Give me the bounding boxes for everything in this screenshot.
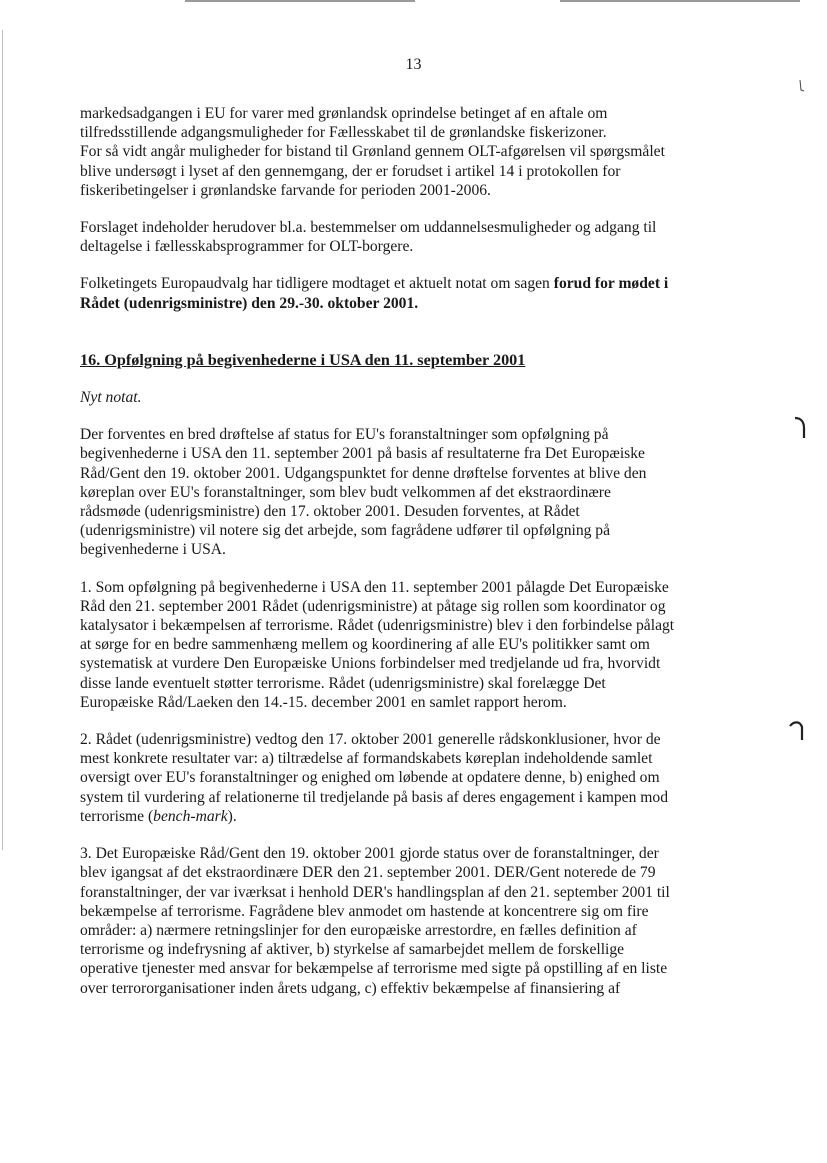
scan-mark-bracket-lower (788, 718, 806, 744)
paragraph-point-2: 2. Rådet (udenrigsministre) vedtog den 17. oktober 2001 generelle rådskonklusioner, hvor de mest konkrete resultater var: a) tiltrædelse af formandskabets køreplan indeholdende samlet oversigt over EU's foranstaltninger og enighed om løbende at opdatere denne, b) enighed om system til vurdering af relationerne til tredjelande på basis af deres engagement i kampen mod terrorisme (bench-mark). (80, 731, 669, 825)
paragraph-proposal: Forslaget indeholder herudover bl.a. bestemmelser om uddannelsesmuligheder og adgang til deltagelse i fællesskabsprogrammer for OLT-borgere. (80, 219, 657, 256)
paragraph-intro: Der forventes en bred drøftelse af status for EU's foranstaltninger som opfølgning på begivenhederne i USA den 11. september 2001 på basis af resultaterne fra Det Europæiske Råd/Gent den 19. oktober 2001. Udgangspunktet for denne drøftelse forventes at blive den køreplan over EU's foranstaltninger, som blev budt velkommen af det ekstraordinære rådsmøde (udenrigsministre) den 17. oktober 2001. Desuden forventes, at Rådet (udenrigsministre) vil notere sig det arbejde, som fagrådene udfører til opfølgning på begivenhederne i USA. (80, 426, 647, 559)
page-number: 13 (405, 56, 422, 73)
scan-edge-line-right (560, 0, 800, 2)
document-body (80, 104, 755, 998)
paragraph-point-3: 3. Det Europæiske Råd/Gent den 19. oktober 2001 gjorde status over de foranstaltninger, der blev igangsat af det ekstraordinære DER den 21. september 2001. DER/Gent noterede de 79 foranstaltninger, der var iværksat i henhold DER's handlingsplan af den 21. september 2001 til bekæmpelse af terrorisme. Fagrådene blev anmodet om hastende at koncentrere sig om fire områder: a) nærmere retningslinjer for den europæiske arrestordre, en fælles definition af terrorisme og indefrysning af aktiver, b) styrkelse af samarbejdet mellem de forskellige operative tjenester med ansvar for bekæmpelse af terrorisme med sigte på opstilling af en liste over terrororganisationer inden årets udgang, c) effektiv bekæmpelse af finansiering af (80, 845, 670, 997)
paragraph-europe-committee: Folketingets Europaudvalg har tidligere modtaget et aktuelt notat om sagen forud for mødet i Rådet (udenrigsministre) den 29.-30. oktober 2001. (80, 275, 669, 312)
scan-left-edge (2, 30, 3, 850)
scan-edge-line-left (185, 0, 415, 2)
section-heading: 16. Opfølgning på begivenhederne i USA den 11. september 2001 (80, 350, 526, 369)
scan-mark-tick (798, 78, 806, 94)
paragraph-market-access: markedsadgangen i EU for varer med grønlandsk oprindelse betinget af en aftale om tilfredsstillende adgangsmuligheder for Fællesskabet til de grønlandske fiskerizoner. For så vidt angår muligheder for bistand til Grønland gennem OLT-afgørelsen vil spørgsmålet blive undersøgt i lyset af den gennemgang, der er forudset i artikel 14 i protokollen for fiskeribetingelser i grønlandske farvande for perioden 2001-2006. (80, 105, 665, 199)
note-label: Nyt notat. (80, 389, 142, 407)
scan-mark-bracket-upper (793, 414, 807, 440)
paragraph-point-1: 1. Som opfølgning på begivenhederne i USA den 11. september 2001 pålagde Det Europæiske Råd den 21. september 2001 Rådet (udenrigsministre) at påtage sig rollen som koordinator og katalysator i bekæmpelsen af terrorisme. Rådet (udenrigsministre) blev i den forbindelse pålagt at sørge for en bedre sammenhæng mellem og koordinering af alle EU's politikker samt om systematisk at vurdere Den Europæiske Unions forbindelser med tredjelande ud fra, hvorvidt disse lande eventuelt støtter terrorisme. Rådet (udenrigsministre) skal forelægge Det Europæiske Råd/Laeken den 14.-15. december 2001 en samlet rapport herom. (80, 578, 675, 711)
